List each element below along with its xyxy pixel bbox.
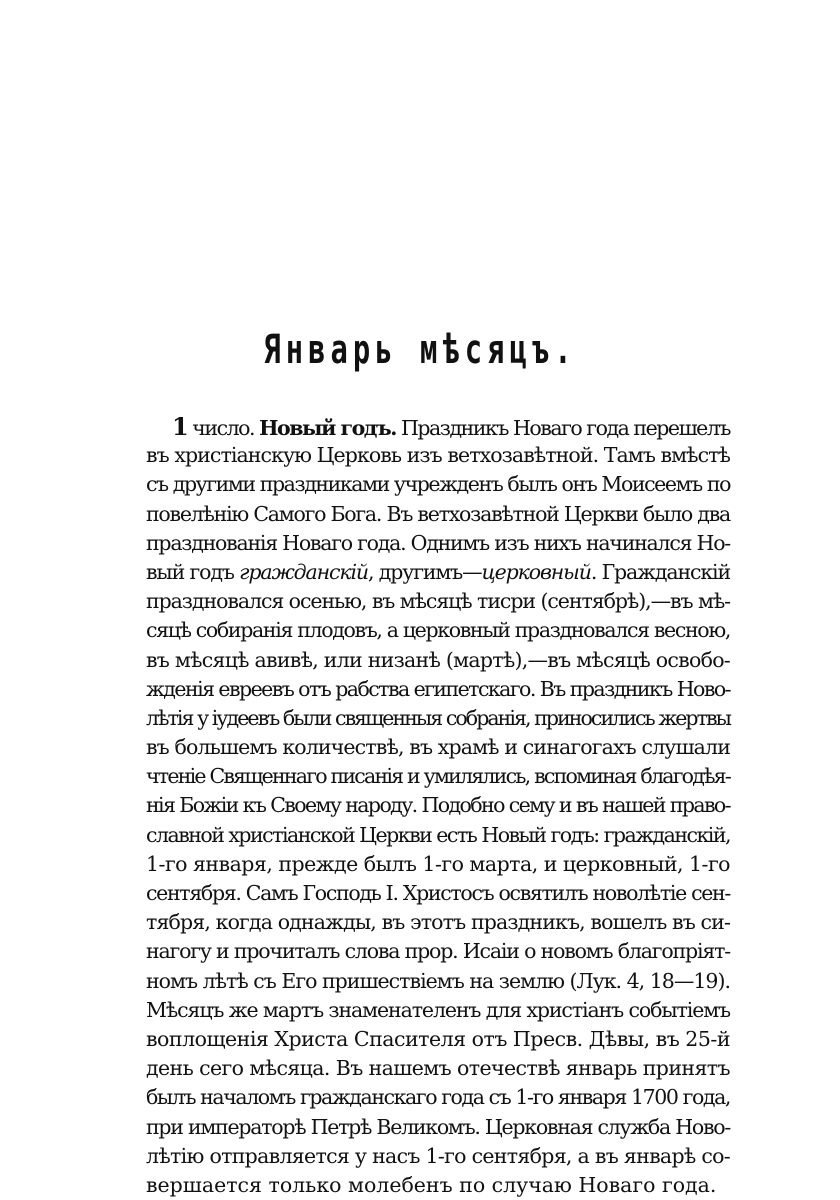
text-line: воплощенiя Христа Спасителя отъ Пресв. Дѣвы, въ 25-й [146, 1026, 730, 1051]
text-line: славной христiанской Церкви есть Новый годъ: гражданскiй, [146, 822, 730, 847]
text-line: тября, когда однажды, въ этотъ праздникъ, вошелъ въ си- [146, 910, 731, 935]
text-line: повелѣнiю Самого Бога. Въ ветхозавѣтной Церкви было два [146, 501, 730, 526]
text-line: въ большемъ количествѣ, въ храмѣ и синагогахъ слушали [146, 735, 730, 760]
line-rest: Праздникъ Новаго года перешелъ [395, 416, 730, 440]
day-label: число. [187, 416, 260, 440]
text-line: праздновался осенью, въ мѣсяцѣ тисри (сентябрѣ),—въ мѣ- [146, 589, 730, 614]
feast-title: Новый годъ. [259, 416, 396, 440]
text-line: чтенiе Священнаго писанiя и умилялись, вспоминая благодѣя- [146, 764, 730, 789]
text-line: съ другими праздниками учрежденъ былъ онъ Моисеемъ по [146, 472, 730, 497]
text-line [146, 412, 730, 441]
day-number: 1 [172, 412, 188, 441]
line-part: , другимъ— [368, 559, 482, 584]
text-line: жденiя евреевъ отъ рабства египетскаго. Въ праздникъ Ново- [146, 676, 731, 701]
text-line: былъ началомъ гражданскаго года съ 1-го января 1700 года, [146, 1085, 730, 1110]
text-line: при императорѣ Петрѣ Великомъ. Церковная служба Ново- [146, 1114, 730, 1139]
emphasis-church: церковный [481, 559, 591, 584]
text-line: день сего мѣсяца. Въ нашемъ отечествѣ январь принятъ [146, 1056, 731, 1081]
article-body [146, 412, 730, 1200]
text-line: нагогу и прочиталъ слова прор. Исаiи о новомъ благопрiят- [146, 939, 730, 964]
text-line: сяцѣ собиранiя плодовъ, а церковный праздновался весною, [146, 618, 730, 643]
text-line: лѣтiю отправляется у насъ 1-го сентября, а въ январѣ со- [146, 1143, 730, 1168]
month-heading: Январь мѣсяцъ. [263, 327, 577, 373]
emphasis-civil: гражданскiй [239, 559, 368, 584]
line-part: . Гражданскiй [590, 559, 730, 584]
text-line [146, 558, 730, 587]
text-line: 1-го января, прежде былъ 1-го марта, и церковный, 1-го [146, 851, 731, 876]
text-line: нiя Божiи къ Своему народу. Подобно сему и въ нашей право- [146, 793, 730, 818]
text-line: празднованiя Новаго года. Однимъ изъ нихъ начинался Но- [146, 530, 730, 555]
text-line: сентября. Самъ Господь I. Христосъ освятилъ новолѣтiе сен- [146, 881, 730, 905]
text-line: въ христiанскую Церковь изъ ветхозавѣтной. Тамъ вмѣстѣ [146, 443, 730, 468]
line-part: вый годъ [146, 559, 240, 584]
text-line: лѣтiя у iудеевъ были священныя собранiя, приносились жертвы [146, 705, 730, 730]
text-line: Мѣсяцъ же мартъ знаменателенъ для христiанъ событiемъ [146, 997, 730, 1022]
text-line: въ мѣсяцѣ авивѣ, или низанѣ (мартѣ),—въ мѣсяцѣ освобо- [146, 647, 730, 672]
text-line: номъ лѣтѣ съ Его пришествiемъ на землю (Лук. 4, 18—19). [146, 968, 730, 993]
text-line: вершается только молебенъ по случаю Новаго года. [146, 1172, 717, 1197]
